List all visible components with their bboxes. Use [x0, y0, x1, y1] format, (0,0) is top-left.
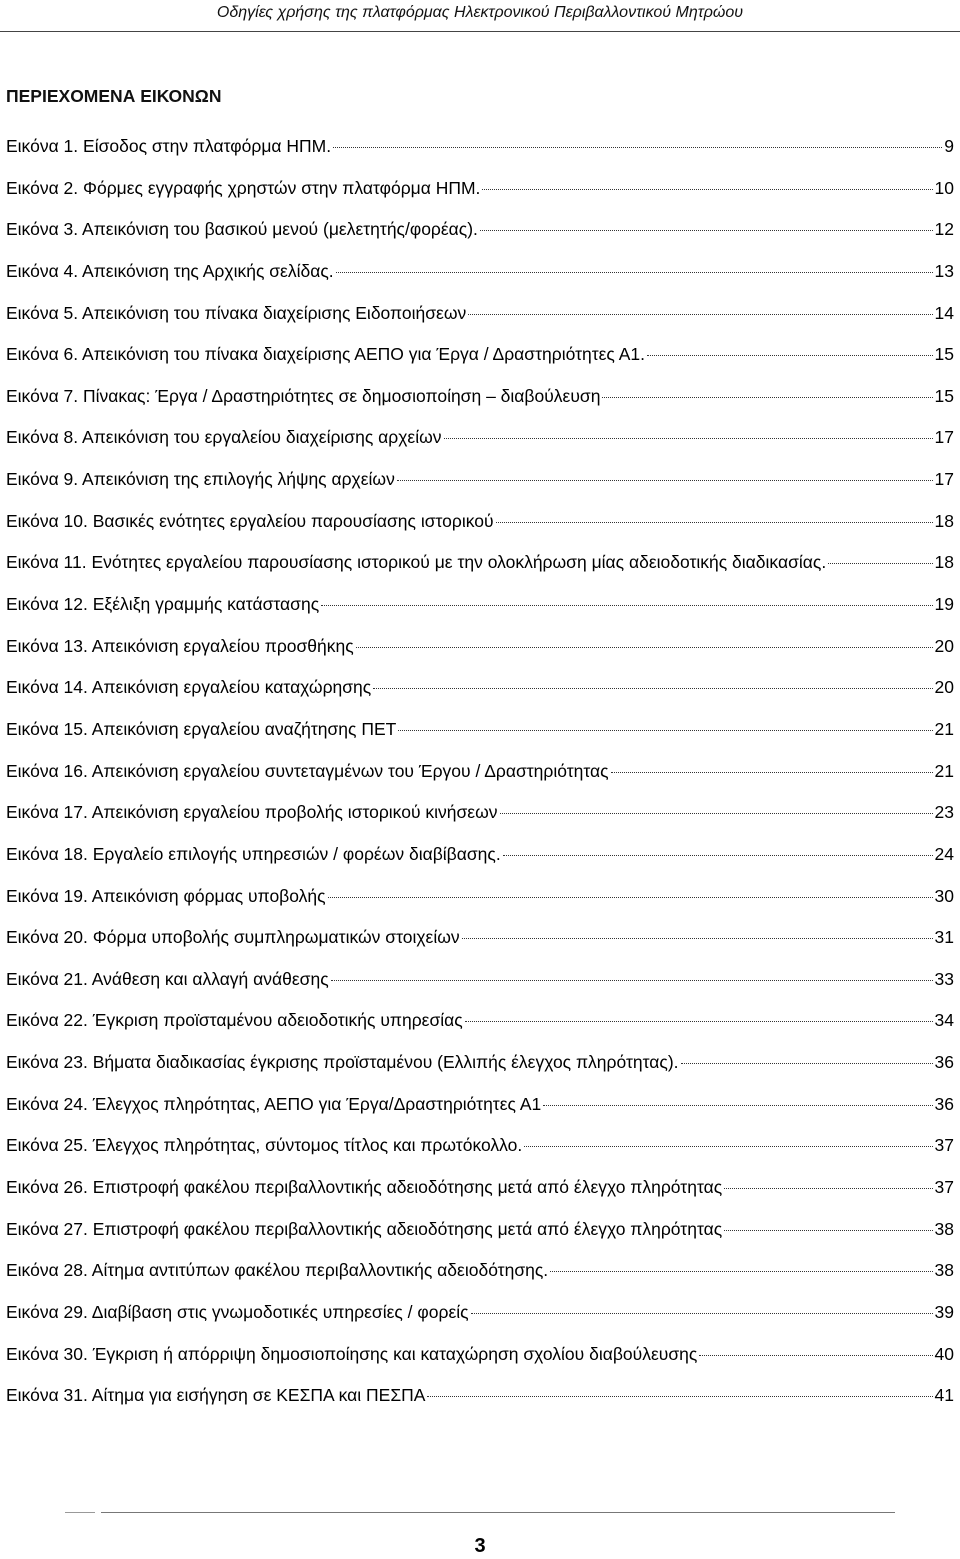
page-number: 3	[474, 1535, 486, 1557]
toc-entry-label: Εικόνα 5. Απεικόνιση του πίνακα διαχείρισης Ειδοποιήσεων	[6, 302, 467, 323]
toc-entry-page: 37	[934, 1135, 954, 1156]
toc-entry[interactable]	[6, 751, 954, 793]
document-header: Οδηγίες χρήσης της πλατφόρμας Ηλεκτρονικού Περιβαλλοντικού Μητρώου	[216, 4, 744, 21]
toc-entry-label: Εικόνα 9. Απεικόνιση της επιλογής λήψης αρχείων	[6, 469, 395, 490]
toc-entry-page: 24	[934, 843, 954, 864]
toc-dot-leader	[724, 1230, 932, 1231]
toc-entry-page: 15	[934, 385, 954, 406]
toc-entry-label: Εικόνα 18. Εργαλείο επιλογής υπηρεσιών / φορέων διαβίβασης.	[6, 843, 501, 864]
toc-entry-page: 9	[944, 136, 954, 156]
toc-entry-label: Εικόνα 30. Έγκριση ή απόρριψη δημοσιοποίησης και καταχώρηση σχολίου διαβούλευσης	[6, 1343, 698, 1364]
toc-dot-leader	[724, 1188, 932, 1189]
toc-entry-label: Εικόνα 23. Βήματα διαδικασίας έγκρισης προϊσταμένου (Ελλιπής έλεγχος πληρότητας).	[6, 1052, 679, 1073]
toc-dot-leader	[500, 813, 933, 814]
toc-entry-page: 23	[934, 802, 954, 823]
toc-entry-label: Εικόνα 15. Απεικόνιση εργαλείου αναζήτησης ΠΕΤ	[6, 718, 397, 739]
toc-entry-label: Εικόνα 29. Διαβίβαση στις γνωμοδοτικές υπηρεσίες / φορείς	[6, 1301, 469, 1322]
toc-entry-page: 34	[934, 1010, 954, 1031]
toc-entry-page: 17	[934, 427, 954, 448]
toc-entry-page: 38	[934, 1260, 954, 1281]
toc-dot-leader	[480, 230, 933, 231]
toc-entry-page: 17	[934, 469, 954, 490]
toc-dot-leader	[681, 1063, 933, 1064]
toc-dot-leader	[328, 897, 933, 898]
toc-entry-label: Εικόνα 19. Απεικόνιση φόρμας υποβολής	[6, 885, 326, 906]
toc-entry-page: 21	[934, 760, 954, 781]
toc-dot-leader	[482, 189, 932, 190]
toc-entry[interactable]	[6, 1167, 954, 1209]
toc-entry-label: Εικόνα 20. Φόρμα υποβολής συμπληρωματικών στοιχείων	[6, 927, 460, 948]
toc-entry[interactable]	[6, 1084, 954, 1126]
toc-entry[interactable]	[6, 251, 954, 293]
toc-entry-page: 38	[934, 1218, 954, 1239]
toc-entry-page: 36	[934, 1093, 954, 1114]
toc-dot-leader	[356, 647, 933, 648]
toc-dot-leader	[465, 1021, 933, 1022]
toc-entry-label: Εικόνα 6. Απεικόνιση του πίνακα διαχείρισης ΑΕΠΟ για Έργα / Δραστηριότητες Α1.	[6, 344, 646, 365]
toc-entry-page: 20	[934, 635, 954, 656]
toc-entry[interactable]	[6, 501, 954, 543]
toc-entry-page: 19	[934, 594, 954, 615]
toc-dot-leader	[550, 1271, 932, 1272]
toc-entry-page: 41	[934, 1385, 954, 1406]
toc-entry-page: 31	[934, 927, 954, 948]
toc-entry-label: Εικόνα 8. Απεικόνιση του εργαλείου διαχείρισης αρχείων	[6, 427, 442, 448]
toc-entry-label: Εικόνα 26. Επιστροφή φακέλου περιβαλλοντικής αδειοδότησης μετά από έλεγχο πληρότητας	[6, 1177, 723, 1198]
toc-entry[interactable]	[6, 417, 954, 459]
toc-dot-leader	[524, 1146, 932, 1147]
toc-entry[interactable]	[6, 334, 954, 376]
toc-entry[interactable]	[6, 834, 954, 876]
toc-entry[interactable]	[6, 584, 954, 626]
toc-entry[interactable]	[6, 792, 954, 834]
toc-entry-page: 18	[934, 552, 954, 573]
toc-entry-label: Εικόνα 10. Βασικές ενότητες εργαλείου παρουσίασης ιστορικού	[6, 510, 494, 531]
toc-entry[interactable]	[6, 1209, 954, 1251]
toc-dot-leader	[397, 480, 933, 481]
toc-entry-page: 12	[934, 219, 954, 240]
toc-entry[interactable]	[6, 1292, 954, 1334]
toc-entry-label: Εικόνα 13. Απεικόνιση εργαλείου προσθήκης	[6, 635, 354, 656]
toc-entry[interactable]	[6, 1042, 954, 1084]
toc-dot-leader	[496, 522, 933, 523]
toc-entry-label: Εικόνα 16. Απεικόνιση εργαλείου συντεταγμένων του Έργου / Δραστηριότητας	[6, 760, 609, 781]
header-divider	[0, 31, 960, 32]
toc-entry-page: 33	[934, 968, 954, 989]
toc-entry-page: 20	[934, 677, 954, 698]
toc-entry[interactable]	[6, 293, 954, 335]
toc-dot-leader	[321, 605, 932, 606]
toc-entry-label: Εικόνα 1. Είσοδος στην πλατφόρμα ΗΠΜ.	[6, 136, 332, 156]
toc-entry[interactable]	[6, 209, 954, 251]
toc-dot-leader	[471, 1313, 933, 1314]
toc-entry-page: 15	[934, 344, 954, 365]
toc-dot-leader	[828, 563, 932, 564]
toc-entry[interactable]	[6, 667, 954, 709]
toc-entry-label: Εικόνα 25. Έλεγχος πληρότητας, σύντομος τίτλος και πρωτόκολλο.	[6, 1135, 523, 1156]
toc-dot-leader	[333, 147, 942, 148]
toc-dot-leader	[398, 730, 932, 731]
toc-entry[interactable]	[6, 1334, 954, 1376]
toc-entry-label: Εικόνα 21. Ανάθεση και αλλαγή ανάθεσης	[6, 968, 329, 989]
toc-dot-leader	[468, 314, 932, 315]
toc-entry[interactable]	[6, 1250, 954, 1292]
toc-entry-label: Εικόνα 7. Πίνακας: Έργα / Δραστηριότητες σε δημοσιοποίηση – διαβούλευση	[6, 385, 601, 406]
toc-entry-label: Εικόνα 28. Αίτημα αντιτύπων φακέλου περιβαλλοντικής αδειοδότησης.	[6, 1260, 549, 1281]
toc-entry[interactable]	[6, 709, 954, 751]
toc-entry-label: Εικόνα 22. Έγκριση προϊσταμένου αδειοδοτικής υπηρεσίας	[6, 1010, 463, 1031]
toc-dot-leader	[602, 397, 932, 398]
toc-entry-page: 39	[934, 1301, 954, 1322]
toc-dot-leader	[699, 1355, 932, 1356]
toc-entry-label: Εικόνα 11. Ενότητες εργαλείου παρουσίασης ιστορικού με την ολοκλήρωση μίας αδειοδοτικής διαδικασίας.	[6, 552, 827, 573]
toc-entry-page: 36	[934, 1052, 954, 1073]
toc-entry-page: 10	[934, 177, 954, 198]
toc-dot-leader	[462, 938, 933, 939]
toc-entry-page: 14	[934, 302, 954, 323]
toc-entry-page: 37	[934, 1177, 954, 1198]
toc-entry-label: Εικόνα 3. Απεικόνιση του βασικού μενού (μελετητής/φορέας).	[6, 219, 478, 240]
toc-dot-leader	[611, 772, 933, 773]
toc-entry[interactable]	[6, 626, 954, 668]
toc-entry-page: 21	[934, 718, 954, 739]
toc-entry-page: 18	[934, 510, 954, 531]
toc-dot-leader	[427, 1396, 932, 1397]
toc-entry-label: Εικόνα 4. Απεικόνιση της Αρχικής σελίδας.	[6, 260, 334, 281]
toc-entry-label: Εικόνα 24. Έλεγχος πληρότητας, ΑΕΠΟ για Έργα/Δραστηριότητες Α1	[6, 1093, 542, 1114]
toc-entry-label: Εικόνα 2. Φόρμες εγγραφής χρηστών στην πλατφόρμα ΗΠΜ.	[6, 177, 481, 198]
toc-entry-label: Εικόνα 12. Εξέλιξη γραμμής κατάστασης	[6, 594, 320, 615]
footer-divider	[65, 1512, 895, 1514]
toc-entry[interactable]	[6, 126, 954, 168]
toc-entry-page: 13	[934, 260, 954, 281]
toc-entry-label: Εικόνα 14. Απεικόνιση εργαλείου καταχώρησης	[6, 677, 372, 698]
toc-entry[interactable]	[6, 168, 954, 210]
toc-dot-leader	[373, 688, 932, 689]
toc-entry[interactable]	[6, 1375, 954, 1417]
toc-entry-label: Εικόνα 31. Αίτημα για εισήγηση σε ΚΕΣΠΑ και ΠΕΣΠΑ	[6, 1385, 426, 1406]
toc-entry-label: Εικόνα 17. Απεικόνιση εργαλείου προβολής ιστορικού κινήσεων	[6, 802, 498, 823]
toc-entry[interactable]	[6, 917, 954, 959]
toc-dot-leader	[543, 1105, 932, 1106]
toc-entry[interactable]	[6, 959, 954, 1001]
toc-dot-leader	[647, 355, 933, 356]
toc-entry[interactable]	[6, 876, 954, 918]
toc-dot-leader	[331, 980, 933, 981]
table-of-figures	[6, 126, 954, 1417]
toc-entry[interactable]	[6, 376, 954, 418]
toc-dot-leader	[444, 438, 933, 439]
toc-dot-leader	[503, 855, 933, 856]
toc-entry-label: Εικόνα 27. Επιστροφή φακέλου περιβαλλοντικής αδειοδότησης μετά από έλεγχο πληρότητας	[6, 1218, 723, 1239]
toc-entry-page: 40	[934, 1343, 954, 1364]
toc-entry[interactable]	[6, 1000, 954, 1042]
toc-dot-leader	[336, 272, 933, 273]
toc-entry[interactable]	[6, 542, 954, 584]
toc-entry[interactable]	[6, 1125, 954, 1167]
toc-entry[interactable]	[6, 459, 954, 501]
section-title: ΠΕΡΙΕΧΟΜΕΝΑ ΕΙΚΟΝΩΝ	[6, 86, 222, 106]
toc-entry-page: 30	[934, 885, 954, 906]
